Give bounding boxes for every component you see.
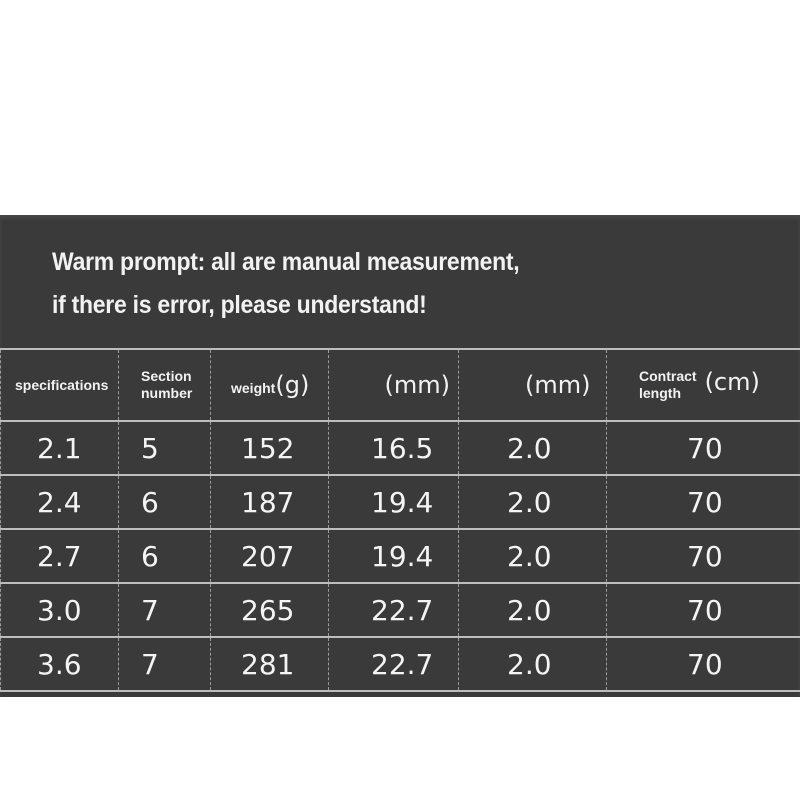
warm-prompt-line-2: if there is error, please understand!: [52, 291, 427, 319]
header-section-line-1: Section: [141, 368, 192, 384]
header-section-line-2: number: [141, 385, 193, 401]
header-contract-line-2: length: [639, 385, 681, 402]
cell-wall: 2.0: [459, 421, 607, 475]
header-section-number: [119, 349, 211, 421]
cell-weight: 281: [211, 637, 329, 691]
header-weight-label: weight: [231, 380, 276, 396]
cell-diameter: 22.7: [329, 583, 459, 637]
header-weight-unit: (g): [275, 371, 310, 399]
spec-panel: [0, 215, 800, 697]
cell-spec: 2.1: [1, 421, 119, 475]
cell-diameter: 16.5: [329, 421, 459, 475]
cell-diameter: 22.7: [329, 637, 459, 691]
cell-length: 70: [687, 593, 723, 627]
cell-wall: 2.0: [459, 475, 607, 529]
cell-sections: 5: [119, 421, 211, 475]
cell-sections: 7: [119, 637, 211, 691]
warm-prompt-line-1: Warm prompt: all are manual measurement,: [52, 248, 520, 276]
header-specifications: specifications: [1, 349, 119, 421]
header-contract-label: [639, 368, 697, 402]
cell-diameter: 19.4: [329, 529, 459, 583]
cell-weight: 187: [211, 475, 329, 529]
cell-spec: 3.0: [1, 583, 119, 637]
header-weight: [211, 349, 329, 421]
cell-sections: 6: [119, 475, 211, 529]
header-contract-length: [607, 349, 800, 421]
header-contract-unit: (cm): [704, 367, 760, 396]
cell-spec: 2.7: [1, 529, 119, 583]
cell-wall: 2.0: [459, 637, 607, 691]
spec-table: [0, 348, 800, 692]
header-diameter-unit: (mm): [329, 349, 459, 421]
table-row: [1, 475, 800, 529]
cell-weight: 207: [211, 529, 329, 583]
cell-wall: 2.0: [459, 583, 607, 637]
cell-sections: 6: [119, 529, 211, 583]
header-contract-line-1: Contract: [639, 368, 697, 385]
cell-length: 70: [687, 431, 723, 465]
cell-length: 70: [687, 539, 723, 573]
cell-wall: 2.0: [459, 529, 607, 583]
cell-length: 70: [687, 485, 723, 519]
cell-spec: 2.4: [1, 475, 119, 529]
table-row: [1, 421, 800, 475]
cell-weight: 152: [211, 421, 329, 475]
cell-spec: 3.6: [1, 637, 119, 691]
header-wall-unit: (mm): [459, 349, 607, 421]
cell-sections: 7: [119, 583, 211, 637]
table-row: [1, 583, 800, 637]
cell-diameter: 19.4: [329, 475, 459, 529]
cell-length: 70: [687, 647, 723, 681]
table-header-row: [1, 349, 800, 421]
table-row: [1, 529, 800, 583]
cell-weight: 265: [211, 583, 329, 637]
table-row: [1, 637, 800, 691]
